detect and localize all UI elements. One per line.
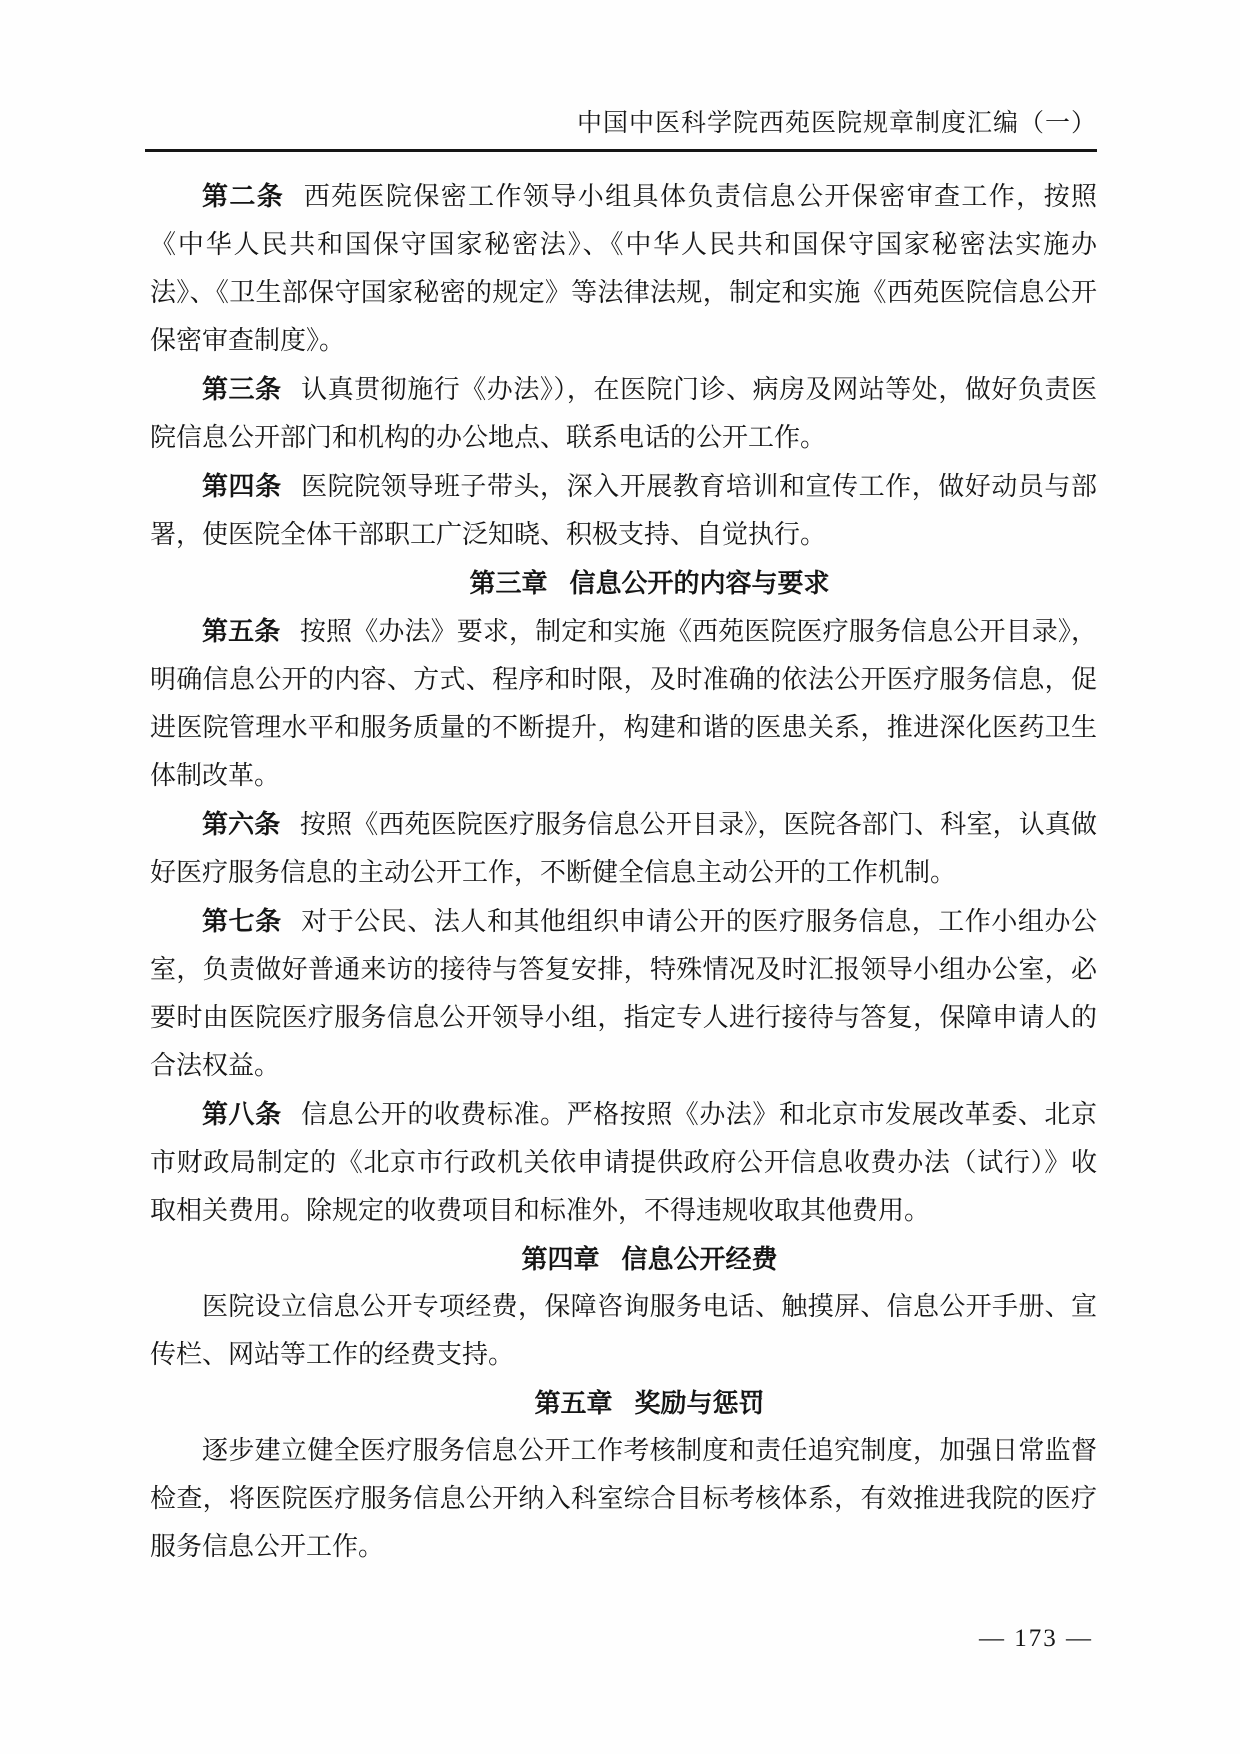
chapter-5-heading bbox=[150, 1379, 1097, 1427]
article-8-text: 信息公开的收费标准。严格按照《办法》和北京市发展改革委、北京市财政局制定的《北京市行政机关依申请提供政府公开信息收费办法（试行）》收取相关费用。除规定的收费项目和标准外，不得违规收取其他费用。 bbox=[150, 1100, 1097, 1225]
article-5-paragraph bbox=[150, 607, 1097, 800]
funding-text: 医院设立信息公开专项经费，保障咨询服务电话、触摸屏、信息公开手册、宣传栏、网站等工作的经费支持。 bbox=[150, 1292, 1097, 1369]
reward-paragraph bbox=[150, 1427, 1097, 1571]
article-5-text: 按照《办法》要求，制定和实施《西苑医院医疗服务信息公开目录》，明确信息公开的内容、方式、程序和时限，及时准确的依法公开医疗服务信息，促进医院管理水平和服务质量的不断提升，构建和谐的医患关系，推进深化医药卫生体制改革。 bbox=[150, 617, 1097, 790]
article-7-text: 对于公民、法人和其他组织申请公开的医疗服务信息，工作小组办公室，负责做好普通来访的接待与答复安排，特殊情况及时汇报领导小组办公室，必要时由医院医疗服务信息公开领导小组，指定专人进行接待与答复，保障申请人的合法权益。 bbox=[150, 907, 1097, 1080]
article-6-text: 按照《西苑医院医疗服务信息公开目录》，医院各部门、科室，认真做好医疗服务信息的主动公开工作，不断健全信息主动公开的工作机制。 bbox=[150, 810, 1097, 887]
chapter-5-title: 奖励与惩罚 bbox=[634, 1388, 765, 1418]
page-header bbox=[145, 106, 1097, 142]
article-7-paragraph bbox=[150, 897, 1097, 1090]
reward-text: 逐步建立健全医疗服务信息公开工作考核制度和责任追究制度，加强日常监督检查，将医院医疗服务信息公开纳入科室综合目标考核体系，有效推进我院的医疗服务信息公开工作。 bbox=[150, 1436, 1097, 1561]
chapter-5-label: 第五章 bbox=[534, 1388, 613, 1418]
chapter-3-heading bbox=[150, 559, 1097, 607]
article-4-paragraph bbox=[150, 462, 1097, 559]
chapter-3-title: 信息公开的内容与要求 bbox=[569, 568, 830, 598]
chapter-3-label: 第三章 bbox=[469, 568, 548, 598]
article-3-text: 认真贯彻施行《办法》），在医院门诊、病房及网站等处，做好负责医院信息公开部门和机构的办公地点、联系电话的公开工作。 bbox=[150, 375, 1097, 452]
article-8-label: 第八条 bbox=[202, 1099, 282, 1129]
page-footer bbox=[145, 1624, 1093, 1654]
page-number: — 173 — bbox=[979, 1625, 1093, 1652]
article-2-label: 第二条 bbox=[202, 181, 285, 211]
article-3-label: 第三条 bbox=[202, 374, 282, 404]
funding-paragraph bbox=[150, 1283, 1097, 1379]
article-7-label: 第七条 bbox=[202, 906, 282, 936]
article-6-paragraph bbox=[150, 800, 1097, 897]
chapter-4-title: 信息公开经费 bbox=[621, 1244, 778, 1274]
article-4-label: 第四条 bbox=[202, 471, 282, 501]
article-8-paragraph bbox=[150, 1090, 1097, 1235]
article-2-text: 西苑医院保密工作领导小组具体负责信息公开保密审查工作，按照《中华人民共和国保守国家秘密法》、《中华人民共和国保守国家秘密法实施办法》、《卫生部保守国家秘密的规定》等法律法规，制定和实施《西苑医院信息公开保密审查制度》。 bbox=[150, 182, 1097, 355]
article-4-text: 医院院领导班子带头，深入开展教育培训和宣传工作，做好动员与部署，使医院全体干部职工广泛知晓、积极支持、自觉执行。 bbox=[150, 472, 1097, 549]
header-rule bbox=[145, 149, 1097, 152]
article-3-paragraph bbox=[150, 365, 1097, 462]
chapter-4-label: 第四章 bbox=[521, 1244, 600, 1274]
article-5-label: 第五条 bbox=[202, 616, 281, 646]
header-title: 中国中医科学院西苑医院规章制度汇编（一） bbox=[576, 110, 1097, 137]
article-2-paragraph bbox=[150, 172, 1097, 365]
chapter-4-heading bbox=[150, 1235, 1097, 1283]
document-body bbox=[150, 172, 1097, 1571]
article-6-label: 第六条 bbox=[202, 809, 281, 839]
